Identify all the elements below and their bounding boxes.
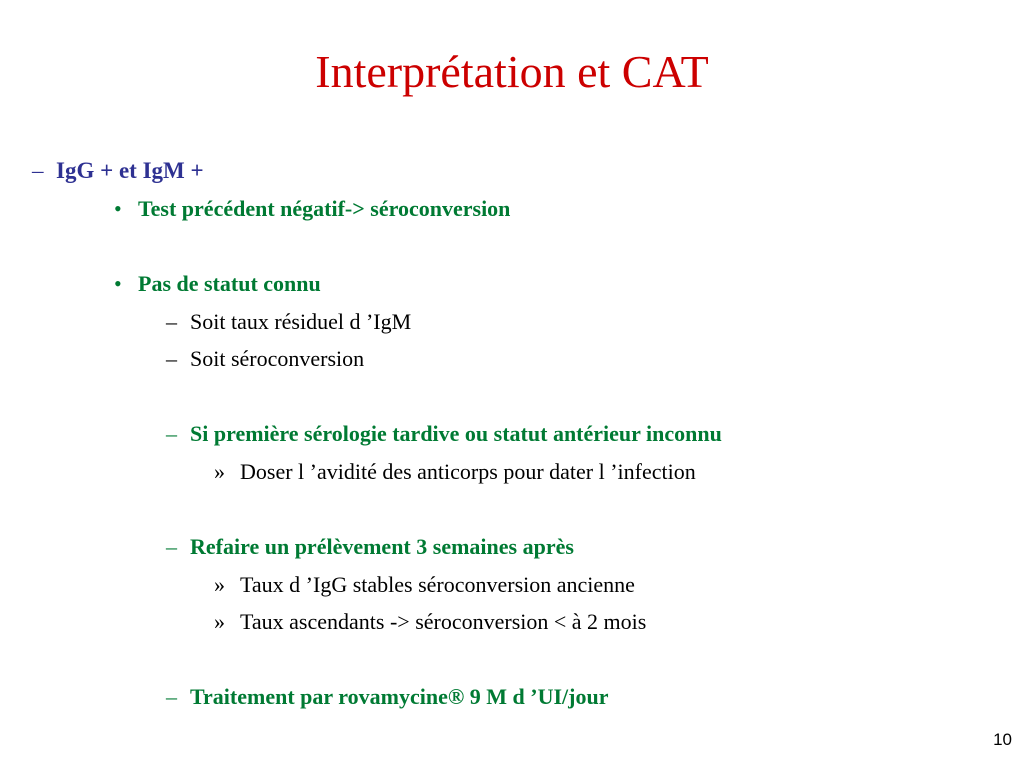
bullet-marker: • [114, 196, 122, 221]
bullet-taux-asc [214, 608, 647, 636]
chevron-marker: » [214, 459, 225, 484]
bullet-test-precedent [114, 195, 511, 223]
bullet-text: Traitement par rovamycine® 9 M d ’UI/jour [190, 684, 609, 709]
bullet-traitement [166, 683, 609, 711]
dash-marker: – [166, 346, 177, 371]
bullet-text: Pas de statut connu [138, 271, 321, 296]
bullet-doser [214, 458, 696, 486]
chevron-marker: » [214, 572, 225, 597]
bullet-text: Test précédent négatif-> séroconversion [138, 196, 511, 221]
bullet-text: Si première sérologie tardive ou statut antérieur inconnu [190, 421, 722, 446]
bullet-text: IgG + et IgM + [56, 158, 204, 183]
bullet-text: Doser l ’avidité des anticorps pour dater l ’infection [240, 459, 696, 484]
bullet-pas-statut [114, 270, 321, 298]
page-number: 10 [993, 730, 1012, 749]
bullet-soit-sero [166, 345, 365, 373]
dash-marker: – [32, 158, 44, 183]
bullet-igg-igm [32, 157, 204, 185]
slide-title: Interprétation et CAT [315, 46, 709, 97]
bullet-text: Soit taux résiduel d ’IgM [190, 309, 412, 334]
bullet-refaire [166, 533, 574, 561]
bullet-text: Taux d ’IgG stables séroconversion ancienne [240, 572, 635, 597]
dash-marker: – [166, 309, 177, 334]
bullet-si-premiere [166, 420, 722, 448]
dash-marker: – [166, 684, 177, 709]
bullet-text: Taux ascendants -> séroconversion < à 2 mois [240, 609, 647, 634]
bullet-text: Soit séroconversion [190, 346, 365, 371]
bullet-taux-igg [214, 571, 635, 599]
dash-marker: – [166, 421, 177, 446]
bullet-soit-taux [166, 308, 412, 336]
dash-marker: – [166, 534, 177, 559]
chevron-marker: » [214, 609, 225, 634]
bullet-text: Refaire un prélèvement 3 semaines après [190, 534, 574, 559]
bullet-marker: • [114, 271, 122, 296]
